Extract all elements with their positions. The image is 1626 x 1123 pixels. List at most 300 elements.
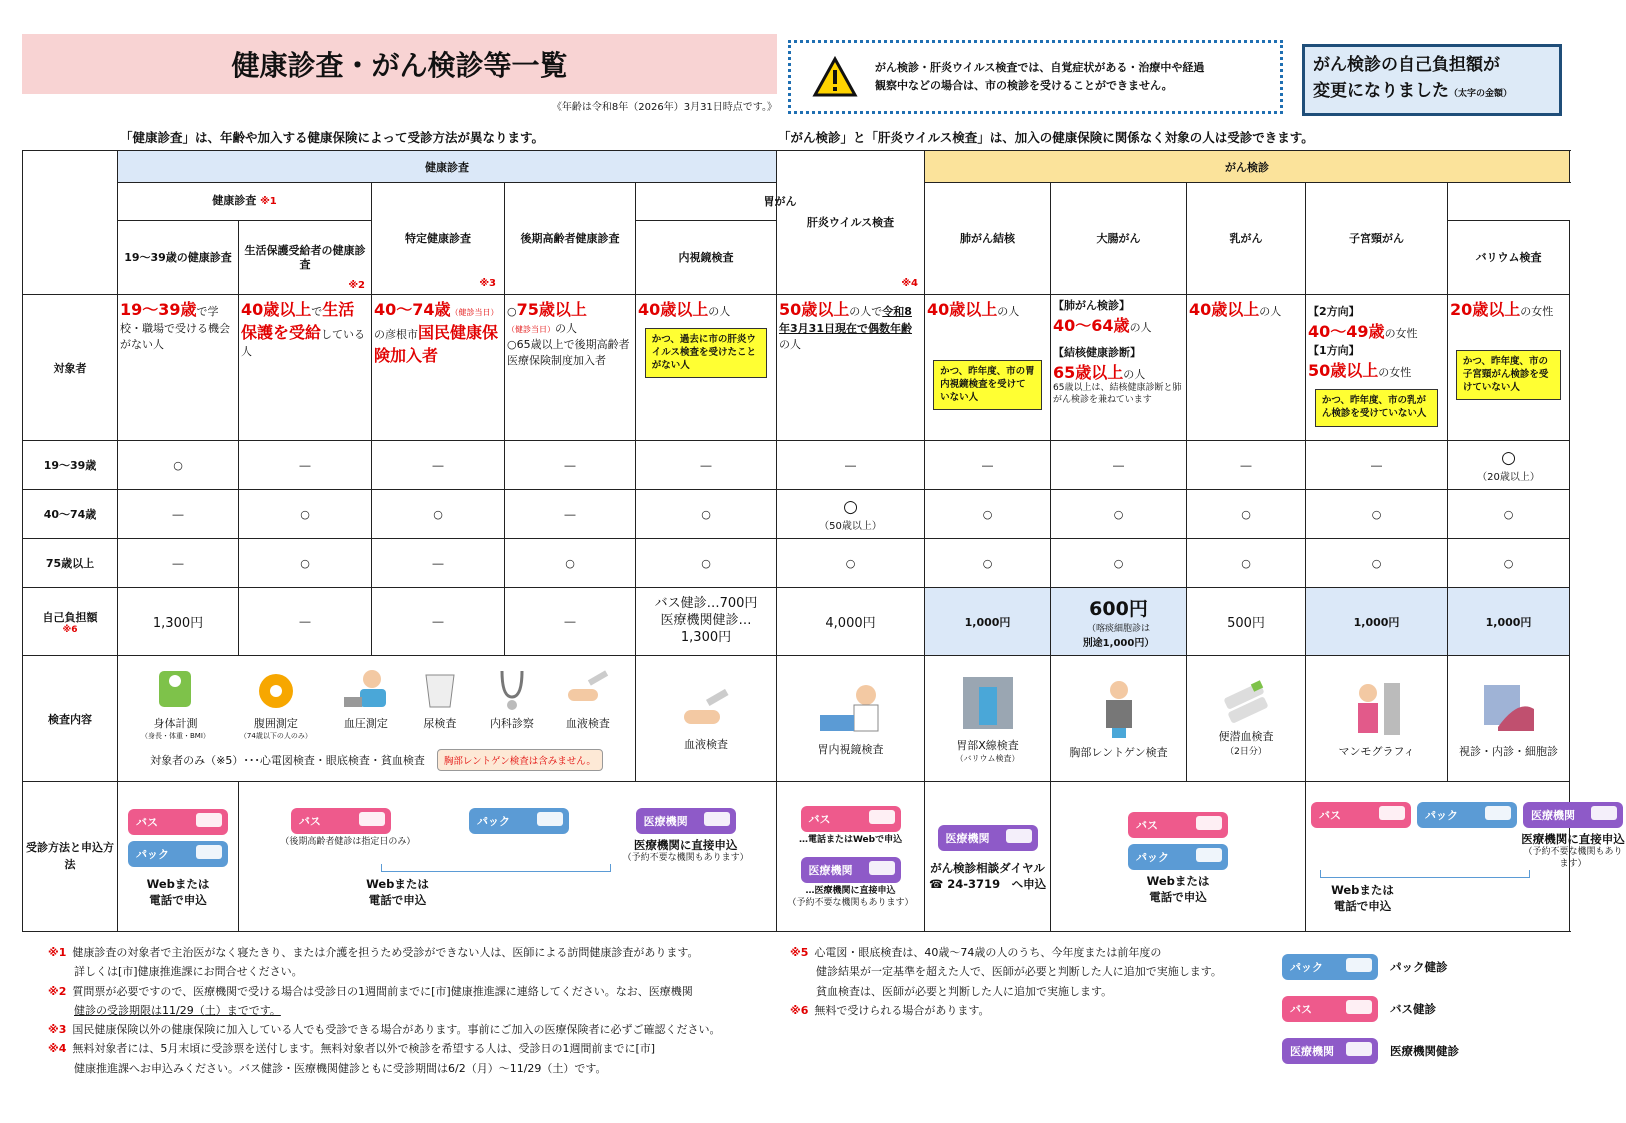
method-no-booking: （予約不要な機関もあります）: [1523, 846, 1623, 869]
target-h-red2: 65歳以上: [1053, 363, 1124, 382]
target-c-red1: 40～74歳: [374, 300, 451, 319]
hepatitis-title: 肝炎ウイルス検査: [806, 215, 895, 229]
method-web: Webまたは: [1146, 873, 1210, 888]
target-h-t2: の人: [1123, 368, 1146, 381]
chest-xray-icon: [1094, 678, 1144, 740]
method-naishikyo: [925, 782, 1051, 932]
cell-r2: ○: [636, 490, 777, 539]
cell-r2: ○: [372, 490, 505, 539]
building-icon: [537, 812, 563, 826]
header-1939: 19～39歳の健康診査: [118, 221, 239, 295]
target-i-t: の人: [1259, 305, 1282, 318]
fn-text: 質問票が必要ですので、医療機関で受ける場合は受診日の1週間前までに[市]健康推進課に連絡してください。なお、医療機関: [72, 984, 693, 998]
fn-key: ※1: [48, 946, 67, 959]
method-web: Webまたは: [146, 876, 210, 891]
exam-chair-icon: [1478, 679, 1540, 739]
warning-box: [788, 40, 1283, 114]
cell-r1: ―: [1306, 441, 1448, 490]
cell-r3: ○: [1051, 539, 1187, 588]
header-igan: 胃がん: [636, 183, 925, 221]
clinic-label: 医療機関: [808, 864, 853, 878]
target-g-t: の人: [997, 305, 1020, 318]
content-hepatitis: [636, 656, 777, 782]
fee-change-notice: [1302, 44, 1562, 116]
target-haigan: [1051, 295, 1187, 441]
pack-label: パック: [1290, 961, 1323, 974]
row-4074: [23, 490, 1570, 539]
mark-r1-shikyu: ○: [1501, 447, 1516, 468]
target-g-red: 40歳以上: [927, 300, 998, 319]
target-f-t1: の人で: [849, 305, 883, 318]
target-b-red1: 40歳以上: [241, 300, 312, 319]
target-c-small: （健診当日）: [450, 308, 499, 317]
content-item: [342, 667, 390, 741]
cell-r1: ○: [118, 441, 239, 490]
bus-label: バス: [136, 815, 158, 829]
clinic-badge: [636, 808, 736, 834]
cell-r2: ○: [925, 490, 1051, 539]
target-e-red: 40歳以上: [638, 300, 709, 319]
target-i-red: 40歳以上: [1189, 300, 1260, 319]
method-1939: [118, 782, 239, 932]
cell-r3: ○: [505, 539, 636, 588]
lead-right: 「がん検診」と「肝炎ウイルス検査」は、加入の健康保険に関係なく対象の人は受診できます。: [778, 130, 1314, 145]
target-daicho: [1187, 295, 1306, 441]
fn-text: 詳しくは[市]健康推進課にお問合せください。: [74, 965, 303, 979]
fee-label: 自己負担額: [42, 610, 98, 624]
target-d-red: 75歳以上: [516, 300, 587, 319]
cell-r2: ○: [239, 490, 372, 539]
target-h-t1: の人: [1129, 321, 1152, 334]
scale-icon: [155, 667, 195, 711]
target-shikyu: [1448, 295, 1570, 441]
cell-r1: ―: [636, 441, 777, 490]
legend-bus: [1282, 996, 1459, 1022]
legend-pack: [1282, 954, 1459, 980]
cell-r3: ○: [925, 539, 1051, 588]
content-sub: （74歳以下の人のみ）: [239, 731, 312, 740]
content-label: 内科診察: [489, 716, 534, 730]
xray-machine-icon: [957, 673, 1019, 733]
header-tokutei: [372, 183, 505, 295]
cell-r3: ○: [636, 539, 777, 588]
header-seiho: [239, 221, 372, 295]
stethoscope-icon: [492, 667, 532, 711]
content-label: 腹囲測定: [253, 716, 298, 730]
method-phone: 電話で申込: [149, 892, 207, 907]
pack-badge: [1282, 954, 1378, 980]
page-title: [22, 34, 777, 94]
target-j-t1: の女性: [1384, 327, 1418, 340]
target-d-t1: の人: [555, 322, 577, 335]
fee-seiho: ―: [239, 588, 372, 656]
group-gan: がん検診: [925, 151, 1570, 183]
corner-cell: [23, 151, 118, 295]
target-j-red1: 40～49歳: [1308, 322, 1385, 341]
row-label-r2: 40～74歳: [23, 490, 118, 539]
fee-nyugan: 1,000円: [1306, 588, 1448, 656]
fee-daicho: 500円: [1187, 588, 1306, 656]
content-label: 胃内視鏡検査: [817, 742, 884, 756]
target-h-l2: 【結核健康診断】: [1053, 346, 1142, 359]
content-label: 血圧測定: [343, 716, 388, 730]
cell-r1: ―: [1187, 441, 1306, 490]
pack-label: パック: [1425, 808, 1459, 822]
footnotes-right: [790, 943, 1260, 1020]
bus-badge: [291, 808, 391, 834]
target-g-box: かつ、昨年度、市の胃内視鏡検査を受けていない人: [933, 360, 1042, 410]
fee-haigan: [1051, 588, 1187, 656]
bus-badge: [128, 809, 228, 835]
target-c-t1: の彦根市: [374, 328, 418, 341]
content-label: 視診・内診・細胞診: [1459, 744, 1559, 758]
pack-label: パック: [477, 814, 510, 828]
fn-text: 健康診査の対象者で主治医がなく寝たきり、または介護を担うため受診ができない人は、医師による訪問健康診査があります。: [72, 946, 699, 959]
bus-icon: [1379, 806, 1405, 820]
row-label-target: 対象者: [23, 295, 118, 441]
legend: [1282, 954, 1459, 1080]
fn-text: 心電図・眼底検査は、40歳～74歳の人のうち、今年度または前年度の: [814, 946, 1162, 959]
header-haigan: 肺がん結核: [925, 183, 1051, 295]
blood-test-icon: [678, 686, 734, 732]
cell-r2: ―: [118, 490, 239, 539]
clinic-label: 医療機関: [945, 831, 990, 845]
fee-note-ref: ※6: [62, 624, 78, 635]
clinic-label: 医療機関: [643, 814, 688, 828]
mark-r2-naishikyo: ○: [843, 496, 858, 517]
content-label: 胸部レントゲン検査: [1069, 745, 1168, 759]
header-nyugan: 乳がん: [1187, 183, 1306, 295]
fn-key: ※3: [48, 1023, 67, 1036]
note-ref-3: ※3: [479, 277, 496, 289]
fn-text: 貧血検査は、医師が必要と判断した人に追加で実施します。: [816, 984, 1113, 998]
hospital-icon: [1006, 829, 1032, 843]
cell-r1: ―: [372, 441, 505, 490]
hospital-icon: [1346, 1042, 1372, 1056]
target-h-red1: 40～64歳: [1053, 316, 1130, 335]
tokutei-title: 特定健康診査: [405, 231, 471, 245]
target-d-mark: ○: [507, 305, 517, 318]
target-seiho: [239, 295, 372, 441]
content-item: [420, 667, 460, 741]
fee-h-note1: （喀痰細胞診は: [1087, 624, 1151, 634]
cell-r1: ―: [925, 441, 1051, 490]
target-b-t2: している人: [241, 328, 366, 358]
target-f-red: 50歳以上: [779, 300, 850, 319]
blood-pressure-icon: [342, 667, 390, 711]
content-item: [240, 667, 312, 741]
header-kenkoshinsa: [118, 183, 372, 221]
note-ref-1: ※1: [260, 196, 277, 208]
note-ref-2: ※2: [348, 279, 365, 291]
method-e-direct: …医療機関に直接申込: [805, 886, 896, 897]
bus-label: バス: [1136, 818, 1159, 832]
note-ref-4: ※4: [901, 277, 919, 289]
cell-r2: ―: [505, 490, 636, 539]
target-naishikyo: [777, 295, 925, 441]
bus-icon: [1346, 1000, 1372, 1014]
cell-r3: ―: [372, 539, 505, 588]
row-label-content: 検査内容: [23, 656, 118, 782]
method-direct: 医療機関に直接申込: [633, 837, 738, 852]
row-1939: [23, 441, 1570, 490]
exam-table: [22, 150, 1625, 932]
fee-h: 600円: [1089, 598, 1148, 620]
content-label: 血液検査: [684, 737, 728, 751]
content-label: 便潜血検査: [1218, 730, 1274, 743]
cell-r3: ―: [118, 539, 239, 588]
target-b-t1: で: [311, 305, 323, 318]
cell-r1-shikyu: [1448, 441, 1570, 490]
target-a-red: 19～39歳: [120, 300, 197, 319]
clinic-badge: [938, 825, 1038, 851]
method-hepatitis: [777, 782, 925, 932]
cell-r1: ―: [239, 441, 372, 490]
content-item: [141, 667, 210, 741]
target-1939: [118, 295, 239, 441]
header-naishikyo: 内視鏡検査: [636, 221, 777, 295]
bus-badge: [1311, 802, 1411, 828]
target-f-t2: の人: [779, 338, 802, 351]
clinic-label: 医療機関: [1531, 808, 1576, 822]
header-barium: バリウム検査: [1448, 221, 1570, 295]
bus-badge: [1128, 812, 1228, 838]
hospital-icon: [1591, 806, 1617, 820]
target-c-red2: 国民健康保険加入者: [374, 323, 499, 365]
bus-label: バス: [298, 814, 321, 828]
seiho-title: 生活保護受給者の健康診査: [244, 243, 366, 271]
target-j-box: かつ、昨年度、市の乳がん検診を受けていない人: [1315, 389, 1438, 427]
method-no-booking: （予約不要な機関もあります）: [787, 897, 914, 908]
content-label: 血液検査: [565, 716, 610, 730]
target-barium: [925, 295, 1051, 441]
content-haigan: [1051, 656, 1187, 782]
content-extra: 対象者のみ（※5）･･･心電図検査・眼底検査・貧血検査: [150, 753, 425, 767]
fn-text: 健診の受診期限は11/29（土）までです。: [74, 1003, 281, 1017]
row-label-fee: [23, 588, 118, 656]
fn-text: 無料対象者には、5月末頃に受診票を送付します。無料対象者以外で検診を希望する人は、受診日の1週間前までに[市]: [72, 1042, 656, 1056]
cell-r3: ○: [1187, 539, 1306, 588]
warning-line2: 観察中などの場合は、市の検診を受けることができません。: [875, 79, 1173, 92]
target-tokutei: [372, 295, 505, 441]
building-icon: [196, 845, 222, 859]
bus-label: バス: [1319, 808, 1342, 822]
method-daicho-nyugan-shikyu: [1306, 782, 1625, 932]
content-kenko: [118, 656, 636, 782]
header-kouki: 後期高齢者健康診査: [505, 183, 636, 295]
footnotes-left: [48, 943, 788, 1078]
legend-clinic-label: 医療機関健診: [1390, 1044, 1459, 1058]
method-phone: 電話で申込: [1149, 889, 1207, 904]
method-kenko: [239, 782, 777, 932]
content-label: 胃部X線検査: [956, 739, 1019, 752]
bus-icon: [196, 813, 222, 827]
cell-r3: ○: [1448, 539, 1570, 588]
change-line2: 変更になりました: [1313, 80, 1449, 101]
target-k-red: 20歳以上: [1450, 300, 1521, 319]
target-h-small: 65歳以上は、結核健康診断と肺がん検診を兼ねています: [1053, 383, 1182, 405]
building-icon: [1485, 806, 1511, 820]
cell-r2-naishikyo: [777, 490, 925, 539]
endoscopy-icon: [816, 681, 886, 737]
fee-e3: 1,300円: [680, 629, 732, 645]
target-kouki: [505, 295, 636, 441]
building-icon: [1346, 958, 1372, 972]
fee-shikyu: 1,000円: [1448, 588, 1570, 656]
bus-badge: [1282, 996, 1378, 1022]
kenkoshinsa-title: 健康診査: [212, 194, 257, 208]
content-label: 尿検査: [423, 716, 457, 730]
fee-h-note2: 別途1,000円）: [1082, 638, 1155, 649]
fn-text: 健診結果が一定基準を超えた人で、医師が必要と判断した人に追加で実施します。: [816, 965, 1222, 979]
content-sub: （身長・体重・BMI）: [141, 731, 210, 740]
target-h-l1: 【肺がん検診】: [1053, 299, 1131, 312]
header-daicho: 大腸がん: [1051, 183, 1187, 295]
fn-key: ※4: [48, 1042, 67, 1056]
clinic-badge: [1523, 802, 1623, 828]
target-b-red2: 生活保護を受給: [241, 300, 355, 342]
change-note: （太字の金額）: [1449, 88, 1513, 99]
cell-r3: ○: [239, 539, 372, 588]
title-text: 健康診査・がん検診等一覧: [231, 49, 568, 82]
content-shikyu: [1448, 656, 1570, 782]
method-no-booking: （予約不要な機関もあります）: [622, 852, 749, 863]
target-hepatitis: [636, 295, 777, 441]
kouki-note: （後期高齢者健診は指定日のみ）: [280, 836, 416, 847]
content-label: 身体計測: [153, 716, 198, 730]
pack-label: パック: [1136, 850, 1170, 864]
content-sub: （バリウム検査）: [955, 754, 1020, 763]
method-direct: 医療機関に直接申込: [1521, 831, 1625, 846]
cell-r3: ○: [777, 539, 925, 588]
method-phone: 電話で申込: [368, 893, 427, 908]
legend-clinic: [1282, 1038, 1459, 1064]
cell-r2: ○: [1306, 490, 1448, 539]
group-kenko: 健康診査: [118, 151, 777, 183]
bus-badge: [801, 806, 901, 832]
pack-label: パック: [136, 847, 169, 861]
fn-text: 国民健康保険以外の健康保険に加入している人でも受診できる場合があります。事前にご加入の医療保険者に必ずご確認ください。: [72, 1023, 721, 1036]
clinic-badge: [1282, 1038, 1378, 1064]
fn-text: 健康推進課へお申込みください。バス健診・医療機関健診ともに受診期間は6/2（月）～11/29（土）です。: [74, 1061, 607, 1075]
clinic-label: 医療機関: [1290, 1045, 1334, 1058]
bus-icon: [869, 810, 895, 824]
note-r1-shikyu: （20歳以上）: [1477, 471, 1540, 483]
target-e-t: の人: [708, 305, 731, 318]
target-nyugan: [1306, 295, 1448, 441]
bus-icon: [359, 812, 385, 826]
row-label-method: 受診方法と申込方法: [23, 782, 118, 932]
cell-r1: ―: [505, 441, 636, 490]
row-75over: [23, 539, 1570, 588]
pack-badge: [1417, 802, 1517, 828]
warning-line1: がん検診・肝炎ウイルス検査では、自覚症状がある・治療中や経過: [875, 61, 1205, 75]
fee-e1: バス健診…700円: [654, 596, 758, 612]
note-r2-naishikyo: （50歳以上）: [819, 520, 882, 532]
pack-badge: [1128, 844, 1228, 870]
fn-key: ※6: [790, 1003, 809, 1017]
blood-test-icon: [564, 667, 612, 711]
target-d-small: （健診当日）: [507, 325, 555, 334]
hospital-icon: [869, 861, 895, 875]
cell-r2: ○: [1448, 490, 1570, 539]
target-j-t2: の女性: [1378, 366, 1412, 379]
content-daicho: [1187, 656, 1306, 782]
cell-r1: ―: [1051, 441, 1187, 490]
change-line1: がん検診の自己負担額が: [1313, 55, 1500, 75]
cell-r3: ○: [1306, 539, 1448, 588]
lead-left: 「健康診査」は、年齢や加入する健康保険によって受診方法が異なります。: [120, 130, 545, 145]
mammography-icon: [1346, 679, 1408, 739]
cell-r1: ―: [777, 441, 925, 490]
stool-test-icon: [1218, 680, 1274, 724]
tape-measure-icon: [252, 667, 300, 711]
legend-pack-label: パック健診: [1390, 960, 1448, 974]
bus-icon: [1196, 816, 1222, 830]
content-sub: （2日分）: [1225, 747, 1267, 757]
fn-key: ※2: [48, 984, 67, 998]
target-d-t2: ○65歳以上で後期高齢者医療保険制度加入者: [507, 338, 630, 367]
method-phone: 電話で申込: [1333, 899, 1392, 914]
pack-badge: [469, 808, 569, 834]
building-icon: [1196, 848, 1222, 862]
header-shikyu: 子宮頸がん: [1306, 183, 1448, 295]
clinic-badge: [801, 857, 901, 883]
target-e-box: かつ、過去に市の肝炎ウイルス検査を受けたことがない人: [645, 328, 767, 378]
content-item: [564, 667, 612, 741]
bus-label: バス: [1290, 1003, 1312, 1016]
header-hepatitis: [777, 151, 925, 295]
row-label-r3: 75歳以上: [23, 539, 118, 588]
row-label-r1: 19～39歳: [23, 441, 118, 490]
bus-label: バス: [808, 813, 831, 827]
fee-naishikyo: 4,000円: [777, 588, 925, 656]
warning-icon: [813, 57, 857, 97]
content-label: マンモグラフィ: [1338, 744, 1415, 758]
target-k-t: の女性: [1520, 305, 1554, 318]
method-dial: がん検診相談ダイヤル: [930, 860, 1045, 875]
target-f-underline: 令和8年3月31日現在で偶数年齢: [779, 305, 912, 335]
fee-1939: 1,300円: [118, 588, 239, 656]
fee-barium: 1,000円: [925, 588, 1051, 656]
target-j-l1: 【2方向】: [1308, 305, 1360, 318]
fn-key: ※5: [790, 946, 809, 959]
content-naishikyo: [777, 656, 925, 782]
legend-bus-label: バス健診: [1390, 1002, 1436, 1016]
target-j-l2: 【1方向】: [1308, 344, 1360, 357]
hospital-icon: [704, 812, 730, 826]
fn-text: 無料で受けられる場合があります。: [814, 1003, 990, 1017]
content-barium: [925, 656, 1051, 782]
content-item: [490, 667, 534, 741]
method-e-phone: …電話またはWebで申込: [798, 835, 903, 846]
method-web: Webまたは: [1331, 883, 1394, 898]
age-note: 《年齢は令和8年（2026年）3月31日時点です。》: [551, 102, 777, 113]
fee-kouki: ―: [505, 588, 636, 656]
target-j-red2: 50歳以上: [1308, 361, 1379, 380]
fee-tokutei: ―: [372, 588, 505, 656]
target-k-box: かつ、昨年度、市の子宮頸がん検診を受けていない人: [1456, 350, 1561, 400]
fee-hepatitis: [636, 588, 777, 656]
cell-r2: ○: [1051, 490, 1187, 539]
target-a-text: で学校・職場で受ける機会がない人: [120, 305, 230, 351]
method-dial-number: ☎ 24-3719 へ申込: [928, 876, 1047, 891]
urine-cup-icon: [420, 667, 460, 711]
content-nyugan: [1306, 656, 1448, 782]
method-web: Webまたは: [366, 877, 429, 892]
pack-badge: [128, 841, 228, 867]
fee-e2: 医療機関健診…: [660, 613, 752, 629]
